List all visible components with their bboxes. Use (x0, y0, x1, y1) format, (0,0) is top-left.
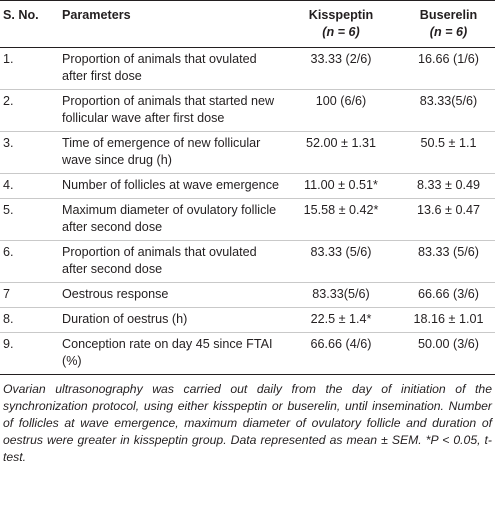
table-footnote: Ovarian ultrasonography was carried out daily from the day of initiation of the synchronization protocol, using either kisspeptin or buserelin, until insemination. Number of follicles at wave emergence, maximum diameter of ovulatory follicle and duration of oestrus were greater in kisspeptin group. Data represented as mean ± SEM. *P < 0.05, t-test. (3, 382, 492, 464)
table-header (0, 1, 495, 48)
header-kisspeptin-n: (n = 6) (322, 25, 360, 39)
row-parameter: Proportion of animals that ovulated after second dose (62, 245, 257, 276)
row-number: 1. (3, 52, 14, 66)
header-kisspeptin-label: Kisspeptin (308, 8, 374, 22)
row-number: 3. (3, 136, 14, 150)
row-buserelin-value: 16.66 (1/6) (418, 52, 479, 66)
row-buserelin-value: 66.66 (3/6) (418, 287, 479, 301)
row-kisspeptin-value: 66.66 (4/6) (310, 337, 372, 351)
row-buserelin-value: 83.33(5/6) (419, 94, 478, 108)
table-body (0, 48, 495, 375)
table-row (0, 308, 495, 333)
row-buserelin-value: 13.6 ± 0.47 (417, 203, 480, 217)
row-parameter: Time of emergence of new follicular wave since drug (h) (62, 136, 261, 167)
row-buserelin-value: 8.33 ± 0.49 (417, 178, 480, 192)
header-buserelin (402, 1, 495, 48)
row-buserelin-value: 50.5 ± 1.1 (420, 136, 477, 150)
row-buserelin-value: 50.00 (3/6) (418, 337, 479, 351)
table-row (0, 132, 495, 174)
row-parameter: Duration of oestrus (h) (62, 312, 188, 326)
table-row (0, 333, 495, 375)
table-row (0, 90, 495, 132)
row-parameter: Oestrous response (62, 287, 169, 301)
row-number: 7 (3, 287, 11, 301)
row-parameter: Proportion of animals that ovulated after first dose (62, 52, 257, 83)
table-row (0, 174, 495, 199)
row-kisspeptin-value: 33.33 (2/6) (310, 52, 372, 66)
row-kisspeptin-value: 83.33 (5/6) (310, 245, 372, 259)
row-number: 2. (3, 94, 14, 108)
row-number: 5. (3, 203, 14, 217)
row-kisspeptin-value: 100 (6/6) (315, 94, 367, 108)
row-buserelin-value: 83.33 (5/6) (418, 245, 479, 259)
table-row (0, 48, 495, 90)
table-row (0, 283, 495, 308)
header-parameters: Parameters (62, 1, 280, 48)
header-sno: S. No. (0, 1, 62, 48)
row-buserelin-value: 18.16 ± 1.01 (413, 312, 484, 326)
header-buserelin-label: Buserelin (419, 8, 478, 22)
row-kisspeptin-value: 11.00 ± 0.51* (304, 178, 378, 192)
row-parameter: Number of follicles at wave emergence (62, 178, 279, 192)
row-parameter: Conception rate on day 45 since FTAI (%) (62, 337, 273, 368)
row-number: 8. (3, 312, 14, 326)
row-kisspeptin-value: 83.33(5/6) (312, 287, 370, 301)
header-buserelin-n: (n = 6) (429, 25, 468, 39)
header-kisspeptin (280, 1, 402, 48)
table-row (0, 199, 495, 241)
row-parameter: Proportion of animals that started new follicular wave after first dose (62, 94, 275, 125)
row-number: 6. (3, 245, 14, 259)
row-number: 9. (3, 337, 14, 351)
row-number: 4. (3, 178, 14, 192)
row-kisspeptin-value: 52.00 ± 1.31 (306, 136, 376, 150)
row-parameter: Maximum diameter of ovulatory follicle after second dose (62, 203, 277, 234)
row-kisspeptin-value: 22.5 ± 1.4* (310, 312, 372, 326)
table-row (0, 241, 495, 283)
row-kisspeptin-value: 15.58 ± 0.42* (303, 203, 379, 217)
